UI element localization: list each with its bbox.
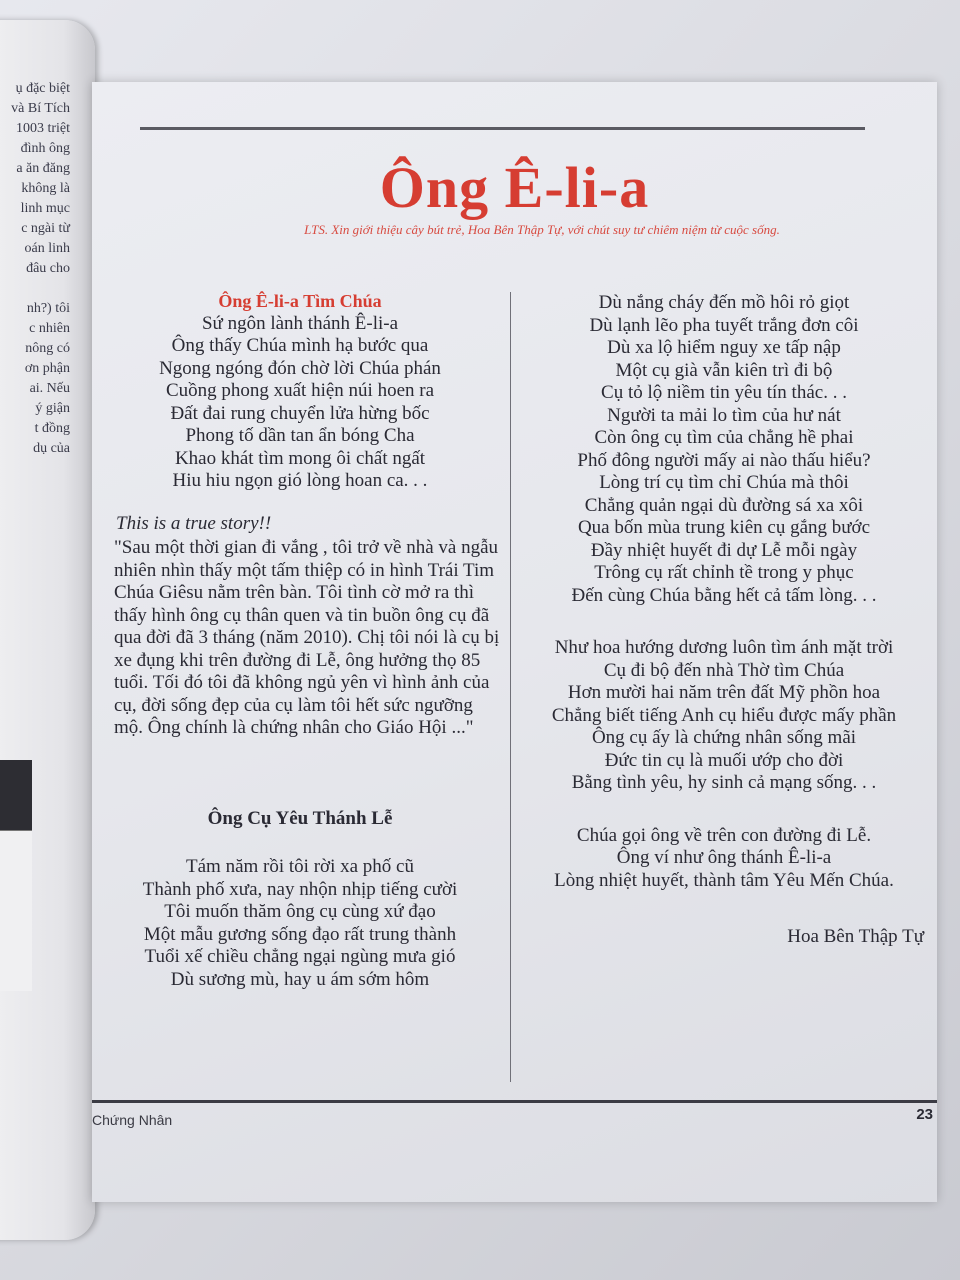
poem-line: Đất đai rung chuyển lửa hừng bốc: [170, 402, 430, 424]
left-page-text: đình ông: [20, 141, 70, 156]
poem-line: Hiu hiu ngọn gió lòng hoan ca. . .: [172, 470, 428, 491]
left-page-text: c nhiên: [29, 321, 70, 336]
poem-line: Một cụ già vẫn kiên trì đi bộ: [615, 359, 833, 381]
left-page-text: t đồng: [34, 421, 70, 436]
poem-line: Lòng trí cụ tìm chỉ Chúa mà thôi: [599, 472, 849, 493]
left-page-text: ý giận: [35, 401, 70, 416]
poem-line: Ông ví như ông thánh Ê-li-a: [616, 847, 832, 868]
poem-line: Tuổi xế chiều chẳng ngại ngùng mưa gió: [144, 946, 456, 967]
poem-line: Dù sương mù, hay u ám sớm hôm: [170, 968, 430, 990]
poem-line: Ông thấy Chúa mình hạ bước qua: [171, 335, 429, 356]
left-page-text: không là: [21, 181, 70, 196]
poem-stanza: [514, 637, 934, 795]
left-page-text: c ngài từ: [21, 221, 70, 236]
left-page-text: nông có: [25, 341, 70, 356]
left-page-text: dụ của: [33, 441, 70, 456]
poem-line: Tám năm rồi tôi rời xa phố cũ: [186, 856, 414, 877]
poem-line: Lòng nhiệt huyết, thành tâm Yêu Mến Chúa.: [554, 869, 894, 891]
left-page-text: linh mục: [20, 201, 70, 216]
poem-line: Phong tố dần tan ẩn bóng Cha: [185, 425, 415, 446]
poem-title: Ông Ê-li-a Tìm Chúa: [218, 291, 382, 311]
poem-line: Cụ đi bộ đến nhà Thờ tìm Chúa: [603, 659, 845, 681]
left-page-text: ai. Nếu: [29, 381, 70, 396]
poem-line: Qua bốn mùa trung kiên cụ gắng bước: [577, 517, 871, 538]
poem-line: Đầy nhiệt huyết đi dự Lễ mỗi ngày: [590, 539, 858, 561]
article-title: Ông Ê-li-a: [379, 155, 650, 220]
author-signature: Hoa Bên Thập Tự: [787, 926, 924, 947]
poem-line: Dù nắng cháy đến mồ hôi rỏ giọt: [598, 292, 850, 313]
poem-line: Trông cụ rất chỉnh tề trong y phục: [594, 562, 854, 583]
left-column: [100, 290, 500, 991]
poem-line: Cuồng phong xuất hiện núi hoen ra: [165, 380, 435, 401]
poem-line: Chẳng quản ngại dù đường sá xa xôi: [584, 494, 864, 516]
left-page-text: ụ đặc biệt: [15, 81, 70, 96]
poem-line: Thành phố xưa, nay nhộn nhịp tiếng cười: [142, 878, 458, 900]
poem-line: Như hoa hướng dương luôn tìm ánh mặt trời: [554, 637, 894, 658]
footer-rule: [92, 1100, 937, 1103]
poem-line: Người ta mải lo tìm của hư nát: [607, 404, 841, 426]
poem-line: Tôi muốn thăm ông cụ cùng xứ đạo: [164, 901, 436, 922]
editor-note: LTS. Xin giới thiệu cây bút trẻ, Hoa Bên Thập Tự, với chút suy tư chiêm niệm từ cuộc sống.: [304, 222, 780, 237]
poem-line: Cụ tỏ lộ niềm tin yêu tín thác. . .: [601, 382, 847, 403]
page-number: 23: [916, 1106, 933, 1123]
poem-stanza: [514, 825, 934, 893]
left-page-text: oán linh: [24, 241, 70, 256]
story-label: This is a true story!!: [116, 512, 272, 534]
left-page-text: 1003 triệt: [15, 121, 70, 136]
poem-line: Sứ ngôn lành thánh Ê-li-a: [201, 312, 399, 334]
publication-name: Chứng Nhân: [92, 1112, 173, 1128]
left-page-text: đâu cho: [26, 261, 70, 276]
left-page-text: ơn phận: [24, 361, 70, 376]
left-page-text: a ăn đăng: [16, 161, 70, 176]
left-page-text: và Bí Tích: [11, 101, 70, 116]
poem-line: Chẳng biết tiếng Anh cụ hiểu được mấy phần: [551, 704, 897, 726]
poem-title: Ông Cụ Yêu Thánh Lễ: [207, 807, 393, 829]
poem-stanza: [514, 292, 934, 607]
poem-line: Bằng tình yêu, hy sinh cả mạng sống. . .: [571, 772, 877, 793]
poem-line: Chúa gọi ông về trên con đường đi Lễ.: [576, 824, 872, 846]
poem-line: Dù lạnh lẽo pha tuyết trắng đơn côi: [589, 314, 859, 336]
poem-line: Ông cụ ấy là chứng nhân sống mãi: [591, 727, 857, 748]
poem-line: Dù xa lộ hiểm nguy xe tấp nập: [607, 337, 841, 358]
poem-line: Còn ông cụ tìm của chẳng hề phai: [594, 427, 854, 448]
story-text: "Sau một thời gian đi vắng , tôi trở về nhà và ngẫu nhiên nhìn thấy một tấm thiệp có in hình Trái Tim Chúa Giêsu nằm trên bàn. Tôi tình cờ mở ra thì thấy hình ông cụ thân quen và tin buồn ông cụ đã qua đời đã 3 tháng (năm 2010). Chị tôi nói là cụ bị xe đụng khi trên đường đi Lễ, ông hưởng thọ 85 tuổi. Tối đó tôi đã không ngủ yên vì hình ảnh của cụ, đời sống đẹp của cụ làm tôi hết sức ngưỡng mộ. Ông chính là chứng nhân cho Giáo Hội ...": [114, 537, 500, 738]
left-page: [0, 20, 95, 1240]
left-page-text: nh?) tôi: [26, 301, 70, 316]
poem-stanza: [100, 856, 500, 991]
poem-line: Hơn mười hai năm trên đất Mỹ phồn hoa: [567, 682, 881, 703]
poem-line: Một mẫu gương sống đạo rất trung thành: [143, 923, 457, 945]
column-divider: [510, 292, 511, 1082]
poem-line: Đức tin cụ là muối ướp cho đời: [604, 749, 844, 771]
magazine-page: [92, 82, 937, 1202]
right-column: [514, 292, 934, 949]
poem-line: Phố đông người mấy ai nào thấu hiểu?: [577, 449, 871, 471]
top-rule: [140, 127, 865, 130]
poem-line: Đến cùng Chúa bằng hết cả tấm lòng. . .: [571, 584, 877, 606]
poem-line: Ngong ngóng đón chờ lời Chúa phán: [159, 357, 441, 379]
left-page-image: [0, 760, 32, 990]
poem-line: Khao khát tìm mong ôi chất ngất: [174, 447, 426, 469]
